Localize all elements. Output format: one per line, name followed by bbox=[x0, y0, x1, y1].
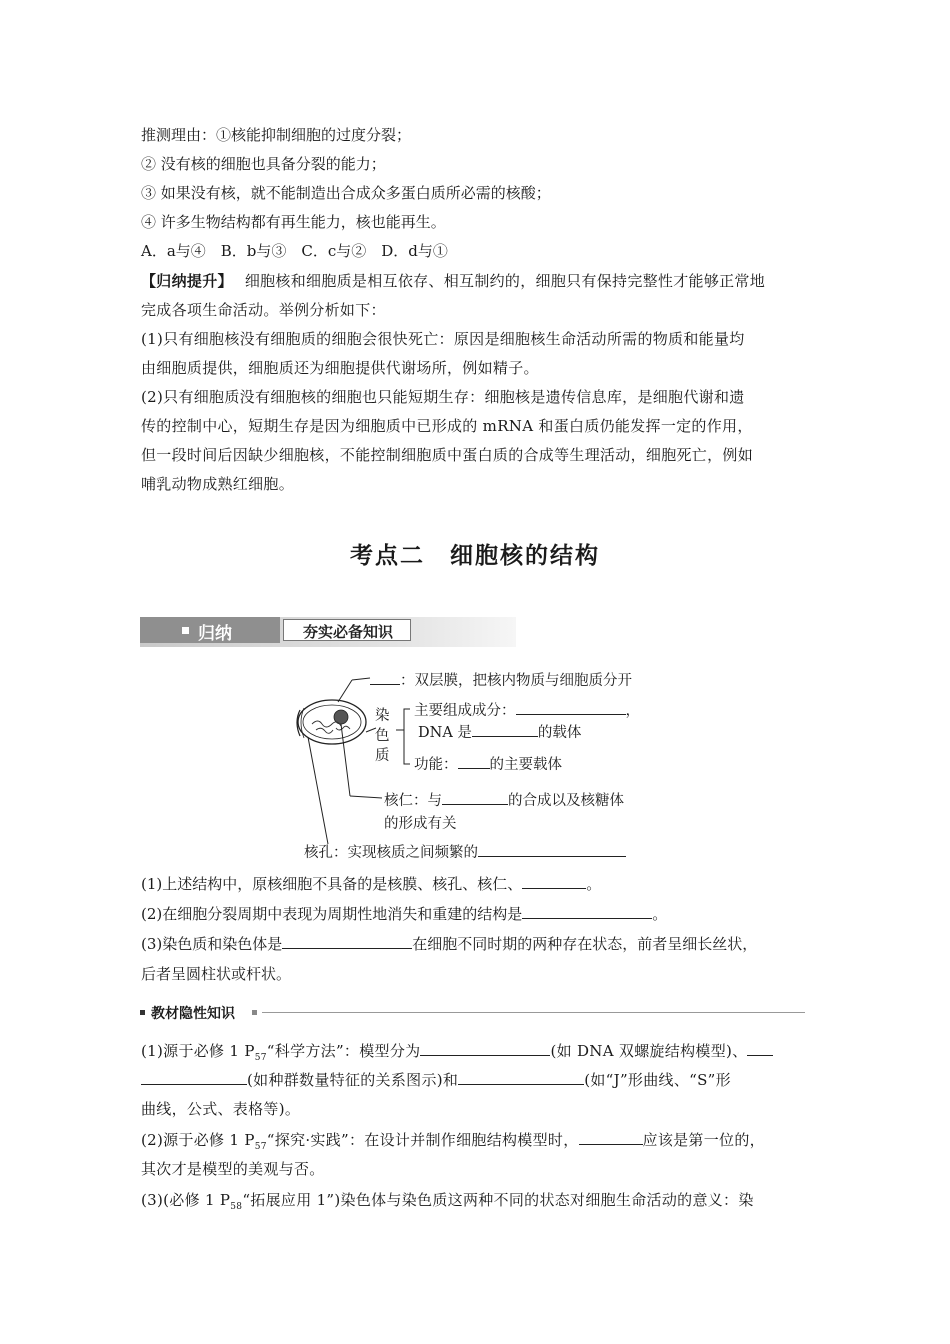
hidden-2-page: 57 bbox=[254, 1142, 267, 1152]
question-2 bbox=[141, 903, 667, 925]
nucleolus-text-a: 核仁：与 bbox=[384, 793, 442, 809]
hidden-1-b: “科学方法”：模型分为 bbox=[266, 1042, 421, 1060]
hidden-1-page: 57 bbox=[254, 1053, 267, 1063]
summary-line-4: 由细胞质提供，细胞质还为细胞提供代谢场所，例如精子。 bbox=[141, 359, 539, 377]
reason-line-3: ③ 如果没有核，就不能制造出合成众多蛋白质所必需的核酸； bbox=[141, 184, 551, 202]
question-1-end: 。 bbox=[586, 875, 602, 893]
hidden-2-a: (2)源于必修 1 P bbox=[141, 1131, 255, 1149]
summary-banner bbox=[140, 617, 516, 647]
nucleolus-line-1 bbox=[384, 790, 624, 811]
blank-component bbox=[516, 700, 626, 715]
summary-line-2: 完成各项生命活动。举例分析如下： bbox=[141, 301, 386, 319]
blank-membrane bbox=[370, 670, 400, 685]
summary-line-5: (2)只有细胞质没有细胞核的细胞也只能短期生存：细胞核是遗传信息库，是细胞代谢和遗 bbox=[141, 388, 745, 406]
question-1-text: (1)上述结构中，原核细胞不具备的是核膜、核孔、核仁、 bbox=[141, 875, 523, 893]
section-square-icon bbox=[140, 1010, 145, 1015]
blank-nucleolus bbox=[442, 790, 508, 805]
section-square-icon-2 bbox=[252, 1010, 257, 1015]
blank-dna-carrier bbox=[472, 722, 538, 737]
membrane-text: ：双层膜，把核内物质与细胞质分开 bbox=[400, 673, 632, 689]
section-title: 考点二 细胞核的结构 bbox=[350, 543, 600, 569]
blank-h1-2a bbox=[747, 1041, 773, 1056]
blank-h1-2b bbox=[141, 1070, 247, 1085]
blank-q1 bbox=[522, 874, 586, 889]
section-rule bbox=[262, 1012, 805, 1013]
question-1 bbox=[141, 873, 601, 895]
reason-line-2: ② 没有核的细胞也具备分裂的能力； bbox=[141, 155, 386, 173]
chromatin-comma: ， bbox=[625, 703, 640, 719]
chromatin-function-text: 功能： bbox=[414, 757, 458, 773]
summary-text-1: 细胞核和细胞质是相互依存、相互制约的，细胞只有保持完整性才能够正常地 bbox=[244, 272, 766, 290]
membrane-line bbox=[370, 670, 632, 691]
blank-q2 bbox=[522, 904, 652, 919]
hidden-knowledge-title: 教材隐性知识 bbox=[151, 1006, 235, 1022]
hidden-item-2 bbox=[141, 1129, 765, 1158]
chromatin-line-3 bbox=[414, 754, 562, 775]
nucleus-diagram bbox=[280, 662, 680, 868]
hidden-2-c: 应该是第一位的， bbox=[642, 1131, 765, 1149]
reason-line-1: 推测理由：①核能抑制细胞的过度分裂； bbox=[141, 126, 412, 144]
summary-line-6: 传的控制中心，短期生存是因为细胞质中已形成的 mRNA 和蛋白质仍能发挥一定的作用， bbox=[141, 417, 753, 435]
banner-label: 归纳 bbox=[198, 624, 232, 644]
chromatin-carrier-text: 的载体 bbox=[537, 725, 582, 741]
summary-line-3: (1)只有细胞核没有细胞质的细胞会很快死亡：原因是细胞核生命活动所需的物质和能量均 bbox=[141, 330, 745, 348]
hidden-1-c: (如 DNA 双螺旋结构模型)、 bbox=[550, 1042, 748, 1060]
question-3-cont: 后者呈圆柱状或杆状。 bbox=[141, 965, 292, 983]
chromatin-line-1 bbox=[414, 700, 640, 721]
hidden-1-a: (1)源于必修 1 P bbox=[141, 1042, 255, 1060]
blank-pore bbox=[478, 842, 626, 857]
blank-h1-3 bbox=[458, 1070, 584, 1085]
question-2-end: 。 bbox=[652, 905, 668, 923]
summary-tag: 【归纳提升】 bbox=[141, 272, 233, 290]
summary-line-7: 但一段时间后因缺少细胞核，不能控制细胞质中蛋白质的合成等生理活动，细胞死亡，例如 bbox=[141, 446, 754, 464]
hidden-1-e: (如“J”形曲线、“S”形 bbox=[584, 1071, 731, 1089]
nucleolus-line-2: 的形成有关 bbox=[384, 816, 457, 832]
pore-line bbox=[304, 842, 626, 863]
chromatin-main-carrier-text: 的主要载体 bbox=[489, 757, 562, 773]
hidden-item-1-line-2 bbox=[141, 1069, 731, 1091]
chromatin-component-text: 主要组成成分： bbox=[414, 703, 516, 719]
question-3-text: (3)染色质和染色体是 bbox=[141, 935, 283, 953]
hidden-knowledge-header bbox=[140, 1003, 805, 1023]
blank-q3 bbox=[282, 934, 412, 949]
pore-text: 核孔：实现核质之间频繁的 bbox=[304, 845, 478, 861]
banner-subtitle-box bbox=[283, 619, 411, 641]
summary-line-8: 哺乳动物成熟红细胞。 bbox=[141, 475, 295, 493]
answer-options: A．a与④ B．b与③ C．c与② D．d与① bbox=[141, 242, 448, 260]
blank-h2 bbox=[579, 1130, 643, 1145]
hidden-item-1 bbox=[141, 1040, 773, 1069]
hidden-2-b: “探究·实践”：在设计并制作细胞结构模型时， bbox=[266, 1131, 579, 1149]
question-3 bbox=[141, 933, 757, 955]
summary-line-1 bbox=[141, 270, 765, 292]
hidden-item-2-line-2: 其次才是模型的美观与否。 bbox=[141, 1160, 325, 1178]
reason-line-4: ④ 许多生物结构都有再生能力，核也能再生。 bbox=[141, 213, 446, 231]
question-3-text-b: 在细胞不同时期的两种存在状态，前者呈细长丝状， bbox=[412, 935, 758, 953]
hidden-3-a: (3)(必修 1 P bbox=[141, 1191, 231, 1209]
nucleolus-text-b: 的合成以及核糖体 bbox=[508, 793, 624, 809]
chromatin-label: 染色质 bbox=[375, 708, 390, 764]
hidden-3-page: 58 bbox=[230, 1202, 243, 1212]
hidden-item-1-line-3: 曲线，公式、表格等)。 bbox=[141, 1100, 301, 1118]
chromatin-dna-text: DNA 是 bbox=[418, 725, 472, 741]
chromatin-line-2 bbox=[418, 722, 581, 743]
question-2-text: (2)在细胞分裂周期中表现为周期性地消失和重建的结构是 bbox=[141, 905, 523, 923]
hidden-item-3 bbox=[141, 1189, 754, 1218]
banner-square-icon bbox=[182, 627, 189, 634]
blank-function bbox=[458, 754, 490, 769]
blank-h1-1 bbox=[420, 1041, 550, 1056]
hidden-3-b: “拓展应用 1”)染色体与染色质这两种不同的状态对细胞生命活动的意义：染 bbox=[242, 1191, 754, 1209]
hidden-1-d: (如种群数量特征的关系图示)和 bbox=[247, 1071, 459, 1089]
banner-subtitle: 夯实必备知识 bbox=[302, 623, 393, 641]
